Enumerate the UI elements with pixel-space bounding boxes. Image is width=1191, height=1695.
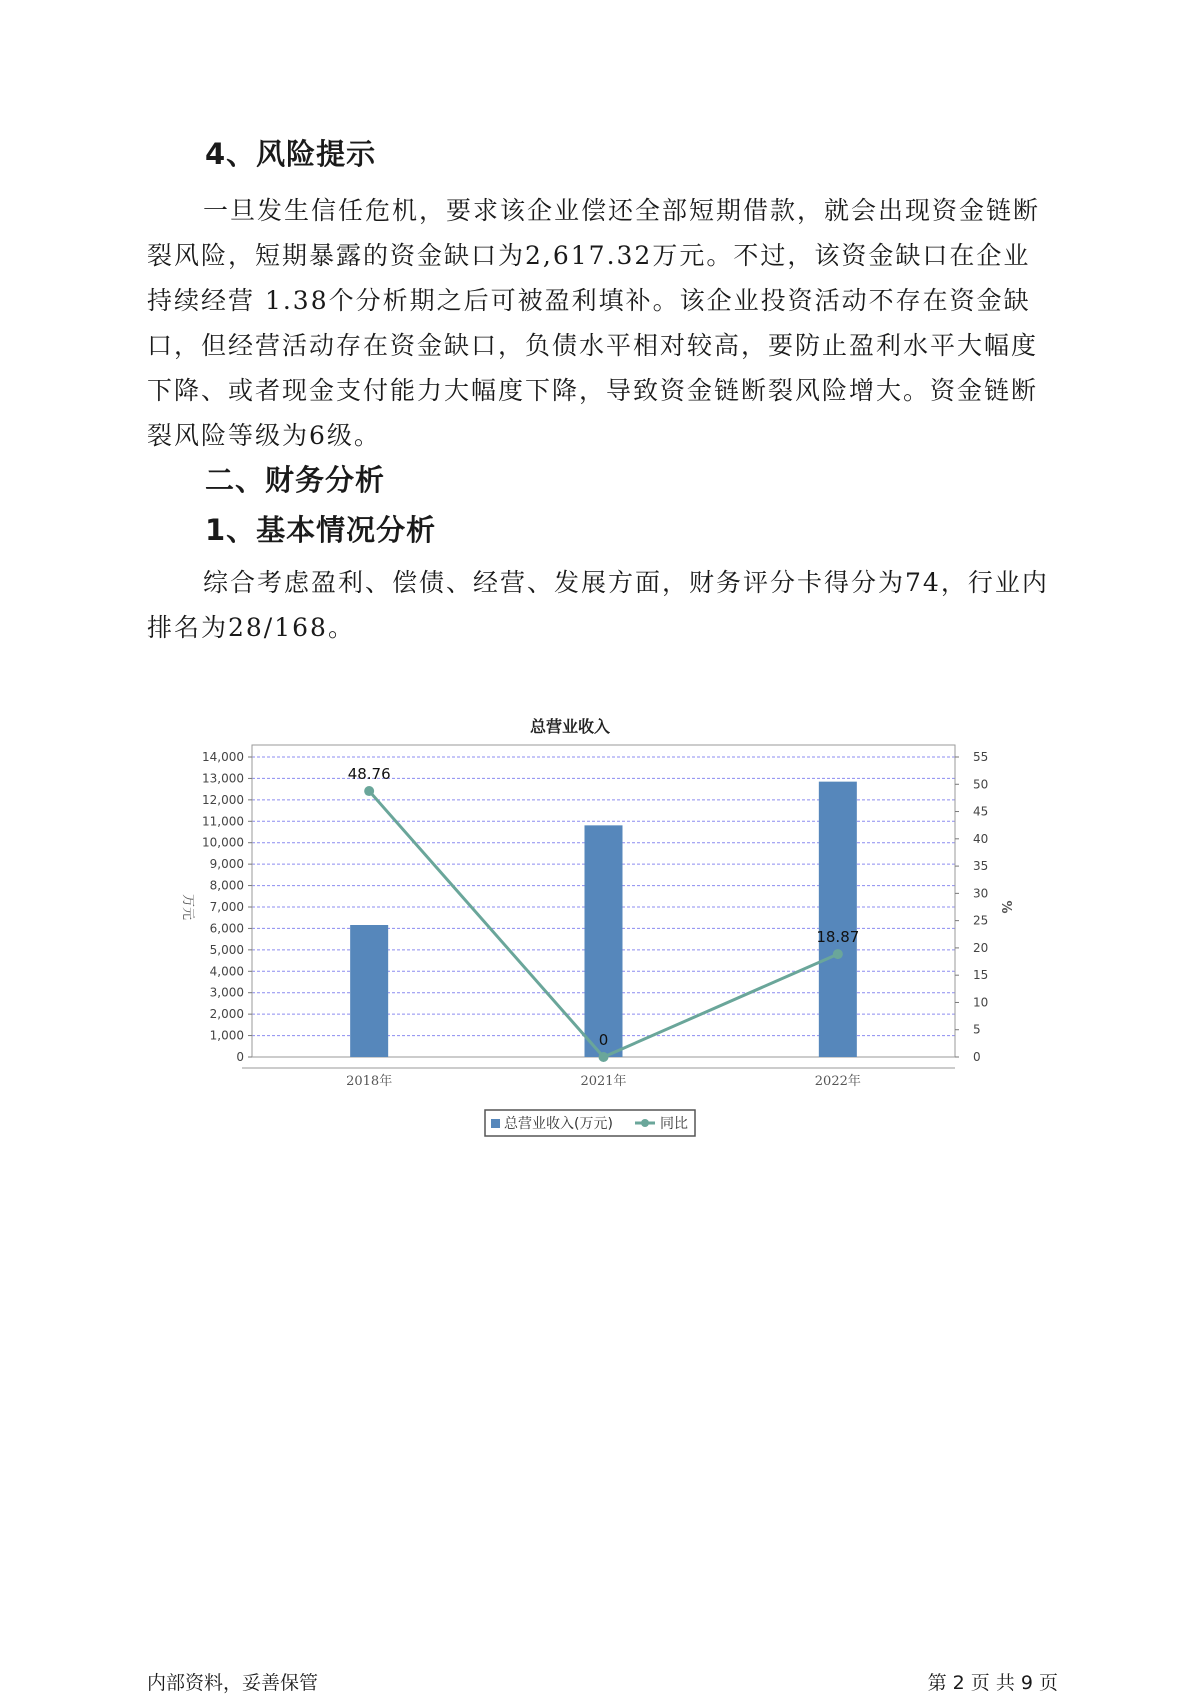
y-tick-label: 4,000 [209, 964, 244, 979]
x-tick-label: 2018年 [346, 1074, 393, 1089]
heading-finance-analysis: 二、财务分析 [205, 463, 386, 497]
heading-risk: 4、风险提示 [205, 137, 377, 171]
revenue-bar [585, 825, 623, 1057]
y-tick-label: 8,000 [209, 878, 244, 893]
y-axis-label: 万元 [180, 893, 195, 921]
y2-tick-label: 10 [973, 995, 989, 1010]
footer-confidential: 内部资料，妥善保管 [147, 1672, 319, 1694]
y2-tick-label: 40 [973, 831, 989, 846]
y-tick-label: 5,000 [209, 942, 244, 957]
y-tick-label: 12,000 [202, 792, 244, 807]
y-tick-label: 0 [236, 1050, 244, 1064]
revenue-chart [150, 710, 1013, 1180]
paragraph-basic: 综合考虑盈利、偿债、经营、发展方面，财务评分卡得分为74，行业内排名为28/168。 [147, 568, 1049, 642]
footer-page-number: 第 2 页 共 9 页 [927, 1672, 1058, 1694]
y2-axis-label: % [998, 900, 1013, 914]
y-tick-label: 1,000 [209, 1028, 244, 1043]
x-tick-label: 2021年 [580, 1074, 627, 1089]
chart-title: 总营业收入 [529, 717, 611, 736]
y2-tick-label: 50 [973, 777, 989, 792]
y2-tick-label: 55 [973, 750, 989, 764]
yoy-point [364, 786, 374, 796]
y2-tick-label: 15 [973, 968, 989, 983]
y-tick-label: 6,000 [209, 921, 244, 936]
revenue-bar [819, 782, 857, 1057]
legend-line-label: 同比 [660, 1116, 688, 1132]
paragraph-risk: 一旦发生信任危机，要求该企业偿还全部短期借款，就会出现资金链断裂风险，短期暴露的资金缺口为2,617.32万元。不过，该资金缺口在企业持续经营 1.38个分析期之后可被盈利填补。该企业投资活动不存在资金缺口，但经营活动存在资金缺口，负债水平相对较高，要防止盈利水平大幅度下降、或者现金支付能力大幅度下降，导致资金链断裂风险增大。资金链断裂风险等级为6级。 [147, 196, 1041, 450]
yoy-point [833, 949, 843, 959]
heading-basic-analysis: 1、基本情况分析 [205, 513, 437, 547]
legend-line-marker [641, 1119, 649, 1127]
y2-tick-label: 5 [973, 1022, 981, 1037]
y2-tick-label: 20 [973, 940, 989, 955]
y-tick-label: 2,000 [209, 1007, 244, 1022]
y-tick-label: 10,000 [202, 835, 244, 850]
yoy-point [599, 1052, 609, 1062]
x-tick-label: 2022年 [814, 1074, 861, 1089]
y-tick-label: 3,000 [209, 985, 244, 1000]
y2-tick-label: 35 [973, 859, 989, 874]
y2-tick-label: 45 [973, 804, 989, 819]
y-tick-label: 9,000 [209, 857, 244, 872]
y-tick-label: 7,000 [209, 900, 244, 914]
y2-tick-label: 0 [973, 1050, 981, 1064]
legend-bar-label: 总营业收入(万元) [504, 1116, 613, 1132]
y-tick-label: 11,000 [202, 814, 244, 829]
yoy-data-label: 18.87 [816, 928, 860, 947]
revenue-bar [350, 925, 388, 1057]
y2-tick-label: 30 [973, 886, 989, 901]
y-tick-label: 14,000 [202, 750, 244, 764]
yoy-data-label: 0 [598, 1031, 609, 1049]
y2-tick-label: 25 [973, 913, 989, 928]
chart-svg [150, 710, 1013, 1180]
y-tick-label: 13,000 [202, 771, 244, 786]
legend-bar-swatch [491, 1119, 500, 1128]
yoy-data-label: 48.76 [347, 765, 391, 784]
